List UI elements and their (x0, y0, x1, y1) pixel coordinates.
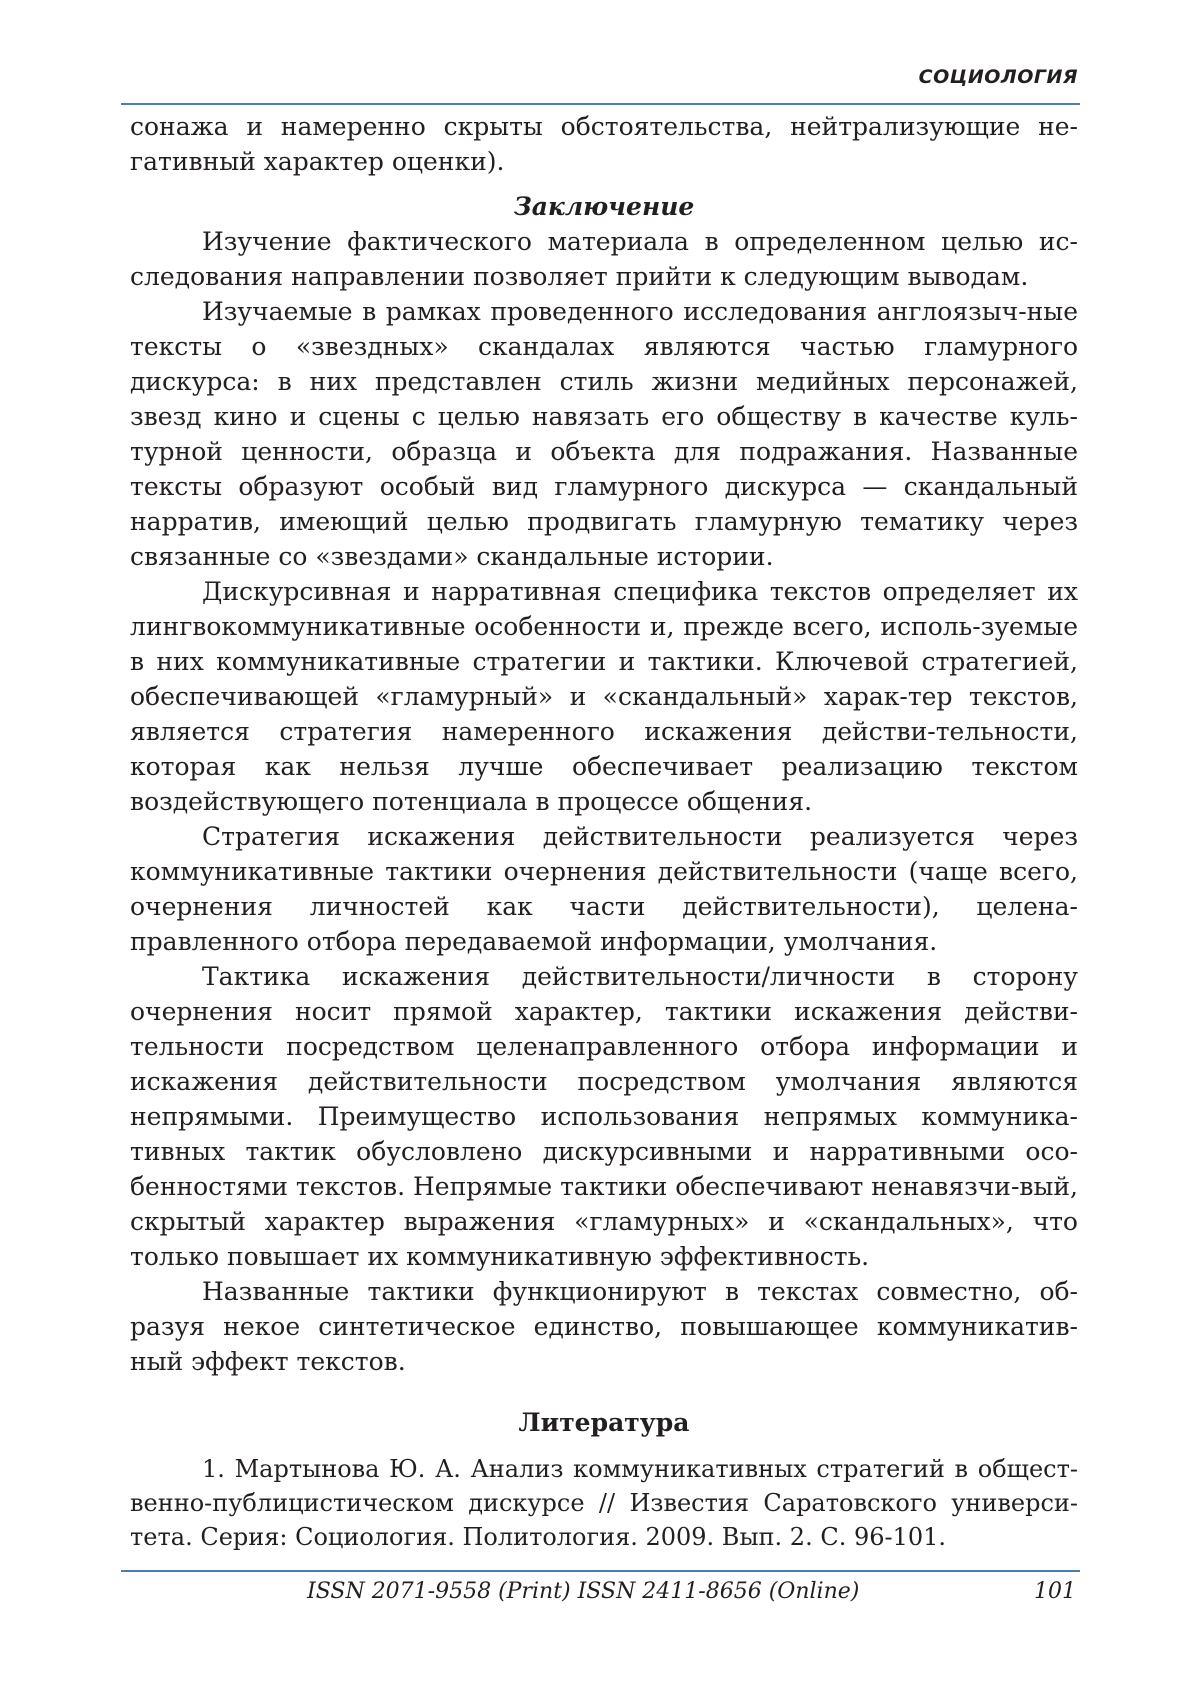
header-rule (121, 103, 1080, 105)
page-number: 101 (1034, 1577, 1076, 1607)
paragraph-3: Дискурсивная и нарративная специфика текстов определяет их лингвокоммуникативные особенности и, прежде всего, исполь-зуемые в них коммуникативные стратегии и тактики. Ключевой стратегией, обеспечивающей «гламурный» и «скандальный» харак-тер текстов, является стратегия намеренного искажения действи-тельности, которая как нельзя лучше обеспечивает реализацию текстом воздействующего потенциала в процессе общения. (130, 574, 1078, 819)
footer-issn: ISSN 2071-9558 (Print) ISSN 2411-8656 (Online) (307, 1577, 859, 1607)
paragraph-2: Изучаемые в рамках проведенного исследования англоязыч-ные тексты о «звездных» скандалах являются частью гламурного дискурса: в них представлен стиль жизни медийных персонажей, звезд кино и сцены с целью навязать его обществу в качестве куль-турной ценности, образца и объекта для подражания. Названные тексты образуют особый вид гламурного дискурса — скандальный нарратив, имеющий целью продвигать гламурную тематику через связанные со «звездами» скандальные истории. (130, 294, 1078, 574)
paragraph-6: Названные тактики функционируют в текстах совместно, об-разуя некое синтетическое единство, повышающее коммуникатив-ный эффект текстов. (130, 1274, 1078, 1379)
conclusion-heading: Заключение (130, 189, 1078, 224)
article-body (130, 109, 1078, 1554)
references-section (130, 1405, 1078, 1554)
running-header-section: СОЦИОЛОГИЯ (919, 66, 1078, 88)
reference-item: 1. Мартынова Ю. А. Анализ коммуникативных стратегий в общест-венно-публицистическом дискурсе // Известия Саратовского универси-тета. Серия: Социология. Политология. 2009. Вып. 2. С. 96-101. (130, 1452, 1078, 1554)
continuation-paragraph: сонажа и намеренно скрыты обстоятельства, нейтрализующие не-гативный характер оценки). (130, 109, 1078, 179)
paragraph-5: Тактика искажения действительности/личности в сторону очернения носит прямой характер, тактики искажения действи-тельности посредством целенаправленного отбора информации и искажения действительности посредством умолчания являются непрямыми. Преимущество использования непрямых коммуника-тивных тактик обусловлено дискурсивными и нарративными осо-бенностями текстов. Непрямые тактики обеспечивают ненавязчи-вый, скрытый характер выражения «гламурных» и «скандальных», что только повышает их коммуникативную эффективность. (130, 959, 1078, 1274)
paragraph-1: Изучение фактического материала в определенном целью ис-следования направлении позволяет прийти к следующим выводам. (130, 224, 1078, 294)
paragraph-4: Стратегия искажения действительности реализуется через коммуникативные тактики очернения действительности (чаще всего, очернения личностей как части действительности), целена-правленного отбора передаваемой информации, умолчания. (130, 819, 1078, 959)
footer-rule (121, 1570, 1080, 1572)
references-heading: Литература (130, 1405, 1078, 1440)
